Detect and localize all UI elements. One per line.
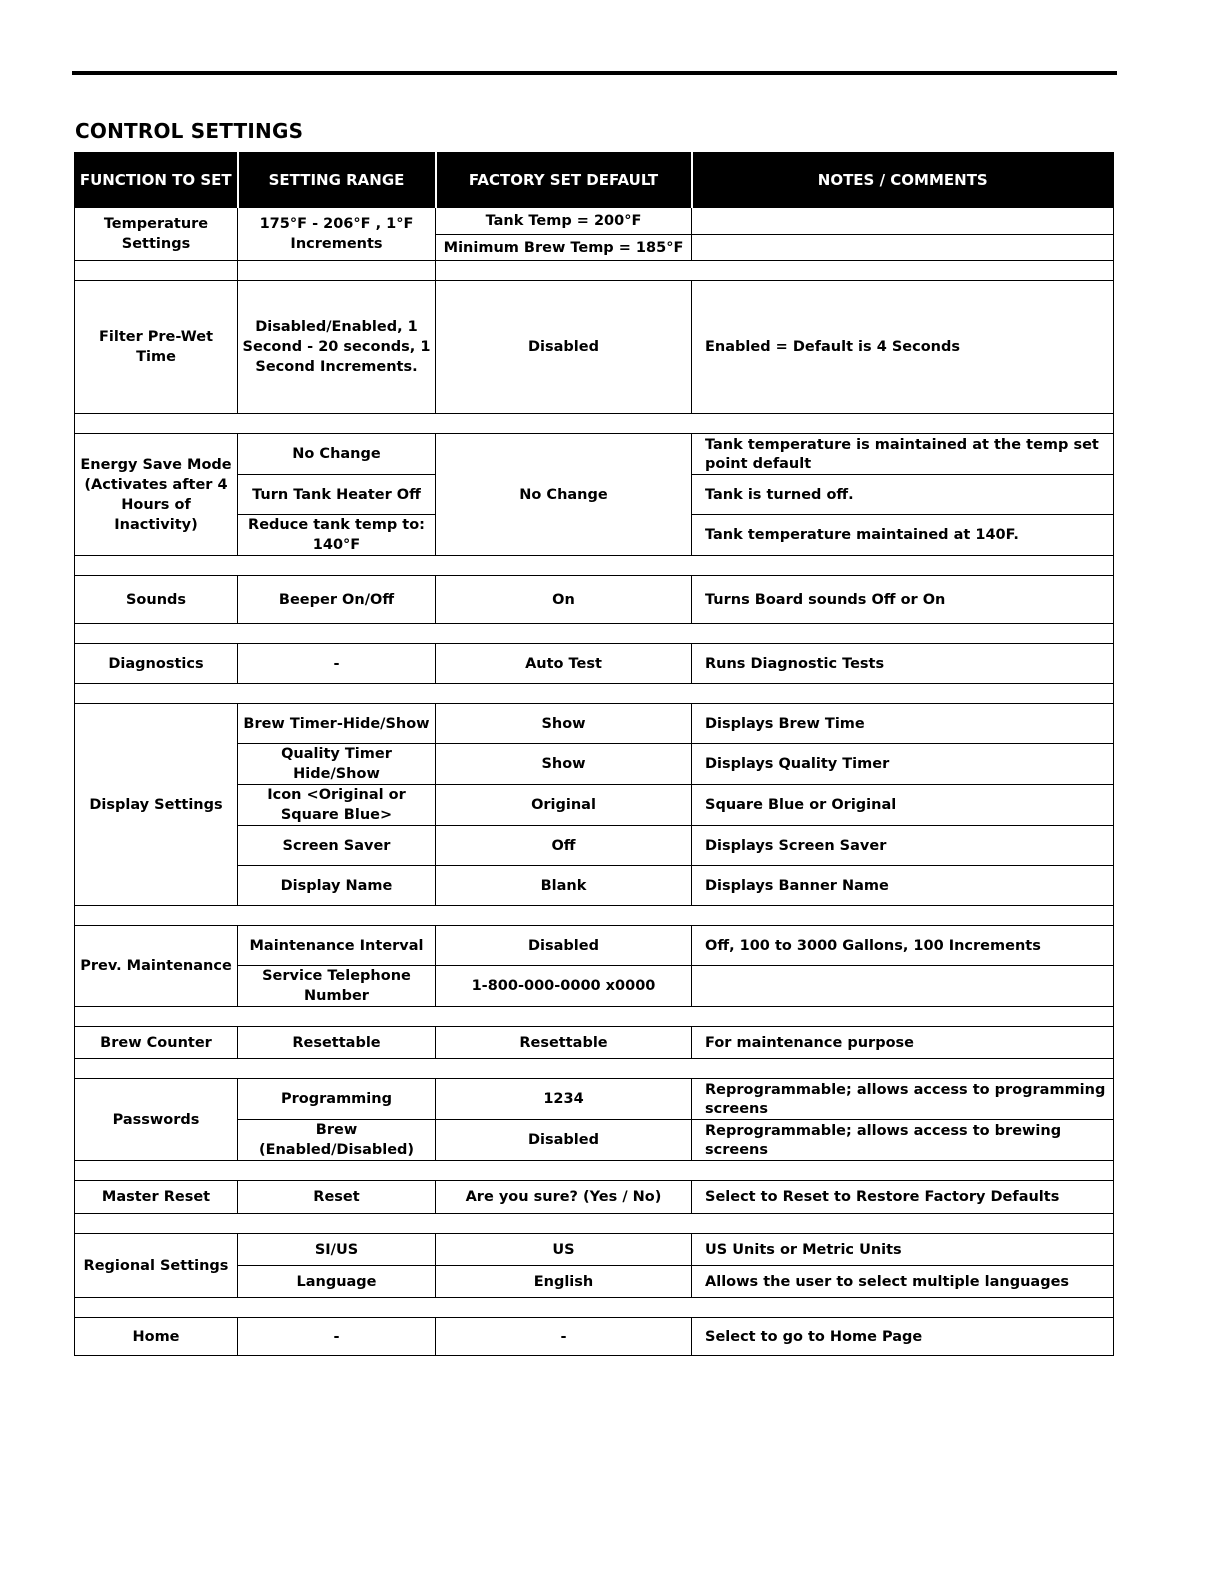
notes-cell: Tank temperature is maintained at the temp set point default [692, 434, 1114, 475]
default-cell: Resettable [436, 1027, 692, 1059]
default-cell: 1234 [436, 1079, 692, 1120]
header-range: SETTING RANGE [238, 153, 436, 208]
function-cell: Prev. Maintenance [75, 926, 238, 1007]
range-cell: Turn Tank Heater Off [238, 475, 436, 515]
header-function: FUNCTION TO SET [75, 153, 238, 208]
notes-cell: Displays Quality Timer [692, 744, 1114, 785]
table-row [75, 644, 1114, 684]
range-cell: Programming [238, 1079, 436, 1120]
range-cell: Beeper On/Off [238, 576, 436, 624]
notes-cell: US Units or Metric Units [692, 1234, 1114, 1266]
default-cell: Auto Test [436, 644, 692, 684]
range-cell: Disabled/Enabled, 1 Second - 20 seconds, 1 Second Increments. [238, 281, 436, 414]
range-cell: Brew (Enabled/Disabled) [238, 1120, 436, 1161]
default-cell: Minimum Brew Temp = 185°F [436, 235, 692, 261]
function-cell: Temperature Settings [75, 208, 238, 261]
function-cell: Energy Save Mode (Activates after 4 Hours of Inactivity) [75, 434, 238, 556]
notes-cell [692, 966, 1114, 1007]
table-row [75, 1079, 1114, 1120]
default-cell: Show [436, 704, 692, 744]
default-cell: English [436, 1266, 692, 1298]
notes-cell [692, 208, 1114, 235]
table-row [75, 704, 1114, 744]
default-cell: Disabled [436, 926, 692, 966]
table-header-row [75, 153, 1114, 208]
range-cell: Display Name [238, 866, 436, 906]
range-cell: Brew Timer-Hide/Show [238, 704, 436, 744]
spacer-row [75, 1214, 1114, 1234]
notes-cell: Displays Banner Name [692, 866, 1114, 906]
spacer-row [75, 414, 1114, 434]
spacer-row [75, 1161, 1114, 1181]
default-cell: Show [436, 744, 692, 785]
notes-cell: Reprogrammable; allows access to programming screens [692, 1079, 1114, 1120]
table-row [75, 1181, 1114, 1214]
function-cell: Filter Pre-Wet Time [75, 281, 238, 414]
notes-cell: Reprogrammable; allows access to brewing screens [692, 1120, 1114, 1161]
default-cell: Off [436, 826, 692, 866]
notes-cell: Displays Screen Saver [692, 826, 1114, 866]
range-cell: 175°F - 206°F , 1°F Increments [238, 208, 436, 261]
table-row [75, 434, 1114, 475]
function-cell: Display Settings [75, 704, 238, 906]
spacer-row [75, 1007, 1114, 1027]
function-cell: Home [75, 1318, 238, 1356]
header-default: FACTORY SET DEFAULT [436, 153, 692, 208]
function-cell: Passwords [75, 1079, 238, 1161]
default-cell: Are you sure? (Yes / No) [436, 1181, 692, 1214]
default-cell: Disabled [436, 281, 692, 414]
function-cell: Sounds [75, 576, 238, 624]
range-cell: Service Telephone Number [238, 966, 436, 1007]
default-cell: Blank [436, 866, 692, 906]
notes-cell: Allows the user to select multiple languages [692, 1266, 1114, 1298]
range-cell: Reduce tank temp to: 140°F [238, 515, 436, 556]
range-cell: Maintenance Interval [238, 926, 436, 966]
range-cell: Quality Timer Hide/Show [238, 744, 436, 785]
spacer-row [75, 261, 1114, 281]
range-cell: Language [238, 1266, 436, 1298]
default-cell: On [436, 576, 692, 624]
default-cell: Original [436, 785, 692, 826]
notes-cell: Select to Reset to Restore Factory Defaults [692, 1181, 1114, 1214]
range-cell: No Change [238, 434, 436, 475]
range-cell: Reset [238, 1181, 436, 1214]
notes-cell: Enabled = Default is 4 Seconds [692, 281, 1114, 414]
table-row [75, 281, 1114, 414]
table-row [75, 576, 1114, 624]
notes-cell: Turns Board sounds Off or On [692, 576, 1114, 624]
notes-cell: Tank is turned off. [692, 475, 1114, 515]
range-cell: - [238, 1318, 436, 1356]
notes-cell: Select to go to Home Page [692, 1318, 1114, 1356]
notes-cell [692, 235, 1114, 261]
table-row [75, 208, 1114, 235]
spacer-row [75, 624, 1114, 644]
default-cell: 1-800-000-0000 x0000 [436, 966, 692, 1007]
spacer-row [75, 1298, 1114, 1318]
table-row [75, 1027, 1114, 1059]
range-cell: - [238, 644, 436, 684]
spacer-row [75, 684, 1114, 704]
range-cell: SI/US [238, 1234, 436, 1266]
function-cell: Regional Settings [75, 1234, 238, 1298]
page-title: CONTROL SETTINGS [75, 119, 304, 143]
notes-cell: Tank temperature maintained at 140F. [692, 515, 1114, 556]
function-cell: Master Reset [75, 1181, 238, 1214]
function-cell: Diagnostics [75, 644, 238, 684]
notes-cell: For maintenance purpose [692, 1027, 1114, 1059]
spacer-row [75, 1059, 1114, 1079]
range-cell: Screen Saver [238, 826, 436, 866]
notes-cell: Runs Diagnostic Tests [692, 644, 1114, 684]
spacer-row [75, 906, 1114, 926]
table-row [75, 1318, 1114, 1356]
notes-cell: Square Blue or Original [692, 785, 1114, 826]
table-row [75, 926, 1114, 966]
default-cell: - [436, 1318, 692, 1356]
top-rule [72, 71, 1117, 75]
notes-cell: Displays Brew Time [692, 704, 1114, 744]
notes-cell: Off, 100 to 3000 Gallons, 100 Increments [692, 926, 1114, 966]
default-cell: No Change [436, 434, 692, 556]
function-cell: Brew Counter [75, 1027, 238, 1059]
range-cell: Icon <Original or Square Blue> [238, 785, 436, 826]
default-cell: US [436, 1234, 692, 1266]
default-cell: Tank Temp = 200°F [436, 208, 692, 235]
range-cell: Resettable [238, 1027, 436, 1059]
header-notes: NOTES / COMMENTS [692, 153, 1114, 208]
spacer-row [75, 556, 1114, 576]
control-settings-table [74, 152, 1114, 1356]
default-cell: Disabled [436, 1120, 692, 1161]
table-row [75, 1234, 1114, 1266]
